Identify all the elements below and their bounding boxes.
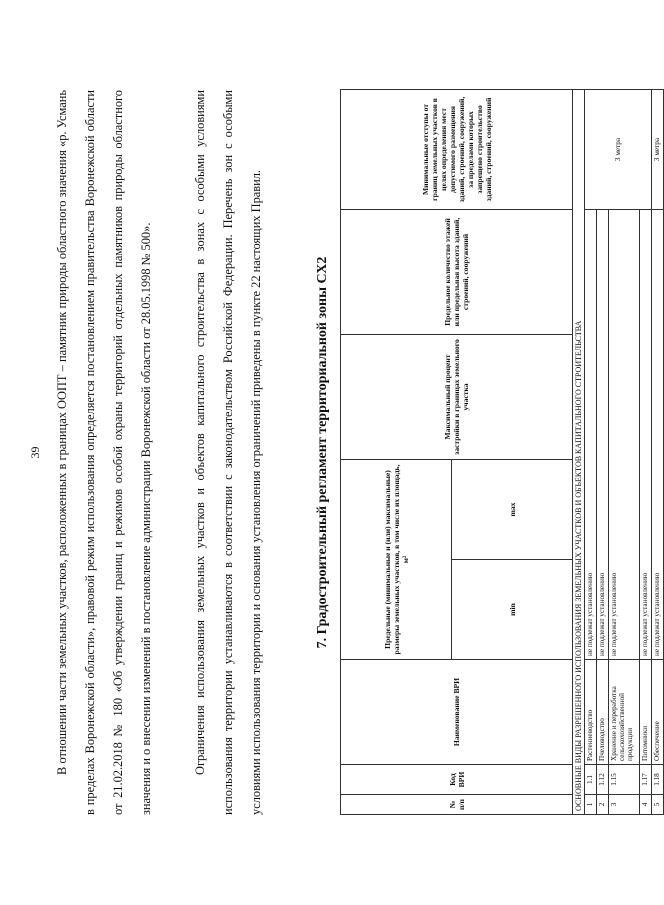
row-name: Обеспечение [652,660,664,765]
row-setback: 3 метра [585,89,652,209]
header-floors: Предельное количество этажей или предельная высота зданий, строений, сооружений [341,209,573,334]
row-num: 5 [652,795,664,815]
row-name: Питомники [640,660,652,765]
row-code: 1.17 [640,765,652,795]
regulation-table [340,89,664,815]
header-max: max [452,459,573,559]
row-size: не подлежат установлению [652,209,664,659]
row-name: Пчеловодство [597,660,609,765]
section-title: ОСНОВНЫЕ ВИДЫ РАЗРЕШЕННОГО ИСПОЛЬЗОВАНИЯ ЗЕМЕЛЬНЫХ УЧАСТКОВ И ОБЪЕКТОВ КАПИТАЛЬНОГО СТРОИТЕЛЬСТВА [573,89,585,814]
row-code: 1.18 [652,765,664,795]
row-size: не подлежат установлению [585,209,597,659]
row-code: 1.12 [597,765,609,795]
table-row [652,89,664,814]
paragraph-2-text: Ограничения использования земельных участков и объектов капитального строительства в зонах с особыми условиями использования территории устанавливаются в соответствии с законодательством Российской Федерации. Перечень зон с особыми условиями использования территории и основания установления ограничений приведены в пункте 22 настоящих Правил. [193,90,263,815]
header-code: Код ВРИ [341,765,573,795]
row-name: Растениеводство [585,660,597,765]
row-num: 4 [640,795,652,815]
table-row [585,89,597,814]
row-size: не подлежат установлению [609,209,640,659]
header-setbacks: Минимальные отступы от границ земельных участков в целях определения мест допустимого размещения зданий, строений, сооружений, за пределами которых запрещено строительство зданий, строений, сооружений [341,89,573,209]
paragraph-1 [48,90,160,815]
row-num: 2 [597,795,609,815]
header-size: Предельные (минимальные и (или) максимальные) размеры земельных участков, в том числе их площадь, м² [341,459,452,659]
row-name: Хранение и переработка сельскохозяйственной продукции [609,660,640,765]
paragraph-2 [186,90,270,815]
header-name: Наименование ВРИ [341,660,573,765]
row-setback: 3 метра [652,89,664,209]
row-size: не подлежат установлению [640,209,652,659]
header-num: № п/п [341,795,573,815]
page-number: 39 [28,446,42,459]
row-size: не подлежат установлению [597,209,609,659]
table-header-row [341,89,452,814]
section-heading: 7. Градостроительный регламент территориальной зоны СХ2 [315,256,330,649]
paragraph-1-text: В отношении части земельных участков, расположенных в границах ООПТ – памятник природы областного значения «р. Усмань в пределах Воронежской области», правовой режим использования определяется постановлением правительства Воронежской области от 21.02.2018 № 180 «Об утверждении границ и режимов особой охраны территорий отдельных памятников природы областного значения и о внесении изменений в постановление администрации Воронежской области от 28.05.1998 № 500». [55,90,153,815]
header-percent: Максимальный процент застройки в границах земельного участка [341,334,573,459]
table-section-row [573,89,585,814]
row-code: 1.1 [585,765,597,795]
row-num: 3 [609,795,640,815]
header-min: min [452,560,573,660]
row-num: 1 [585,795,597,815]
row-code: 1.15 [609,765,640,795]
